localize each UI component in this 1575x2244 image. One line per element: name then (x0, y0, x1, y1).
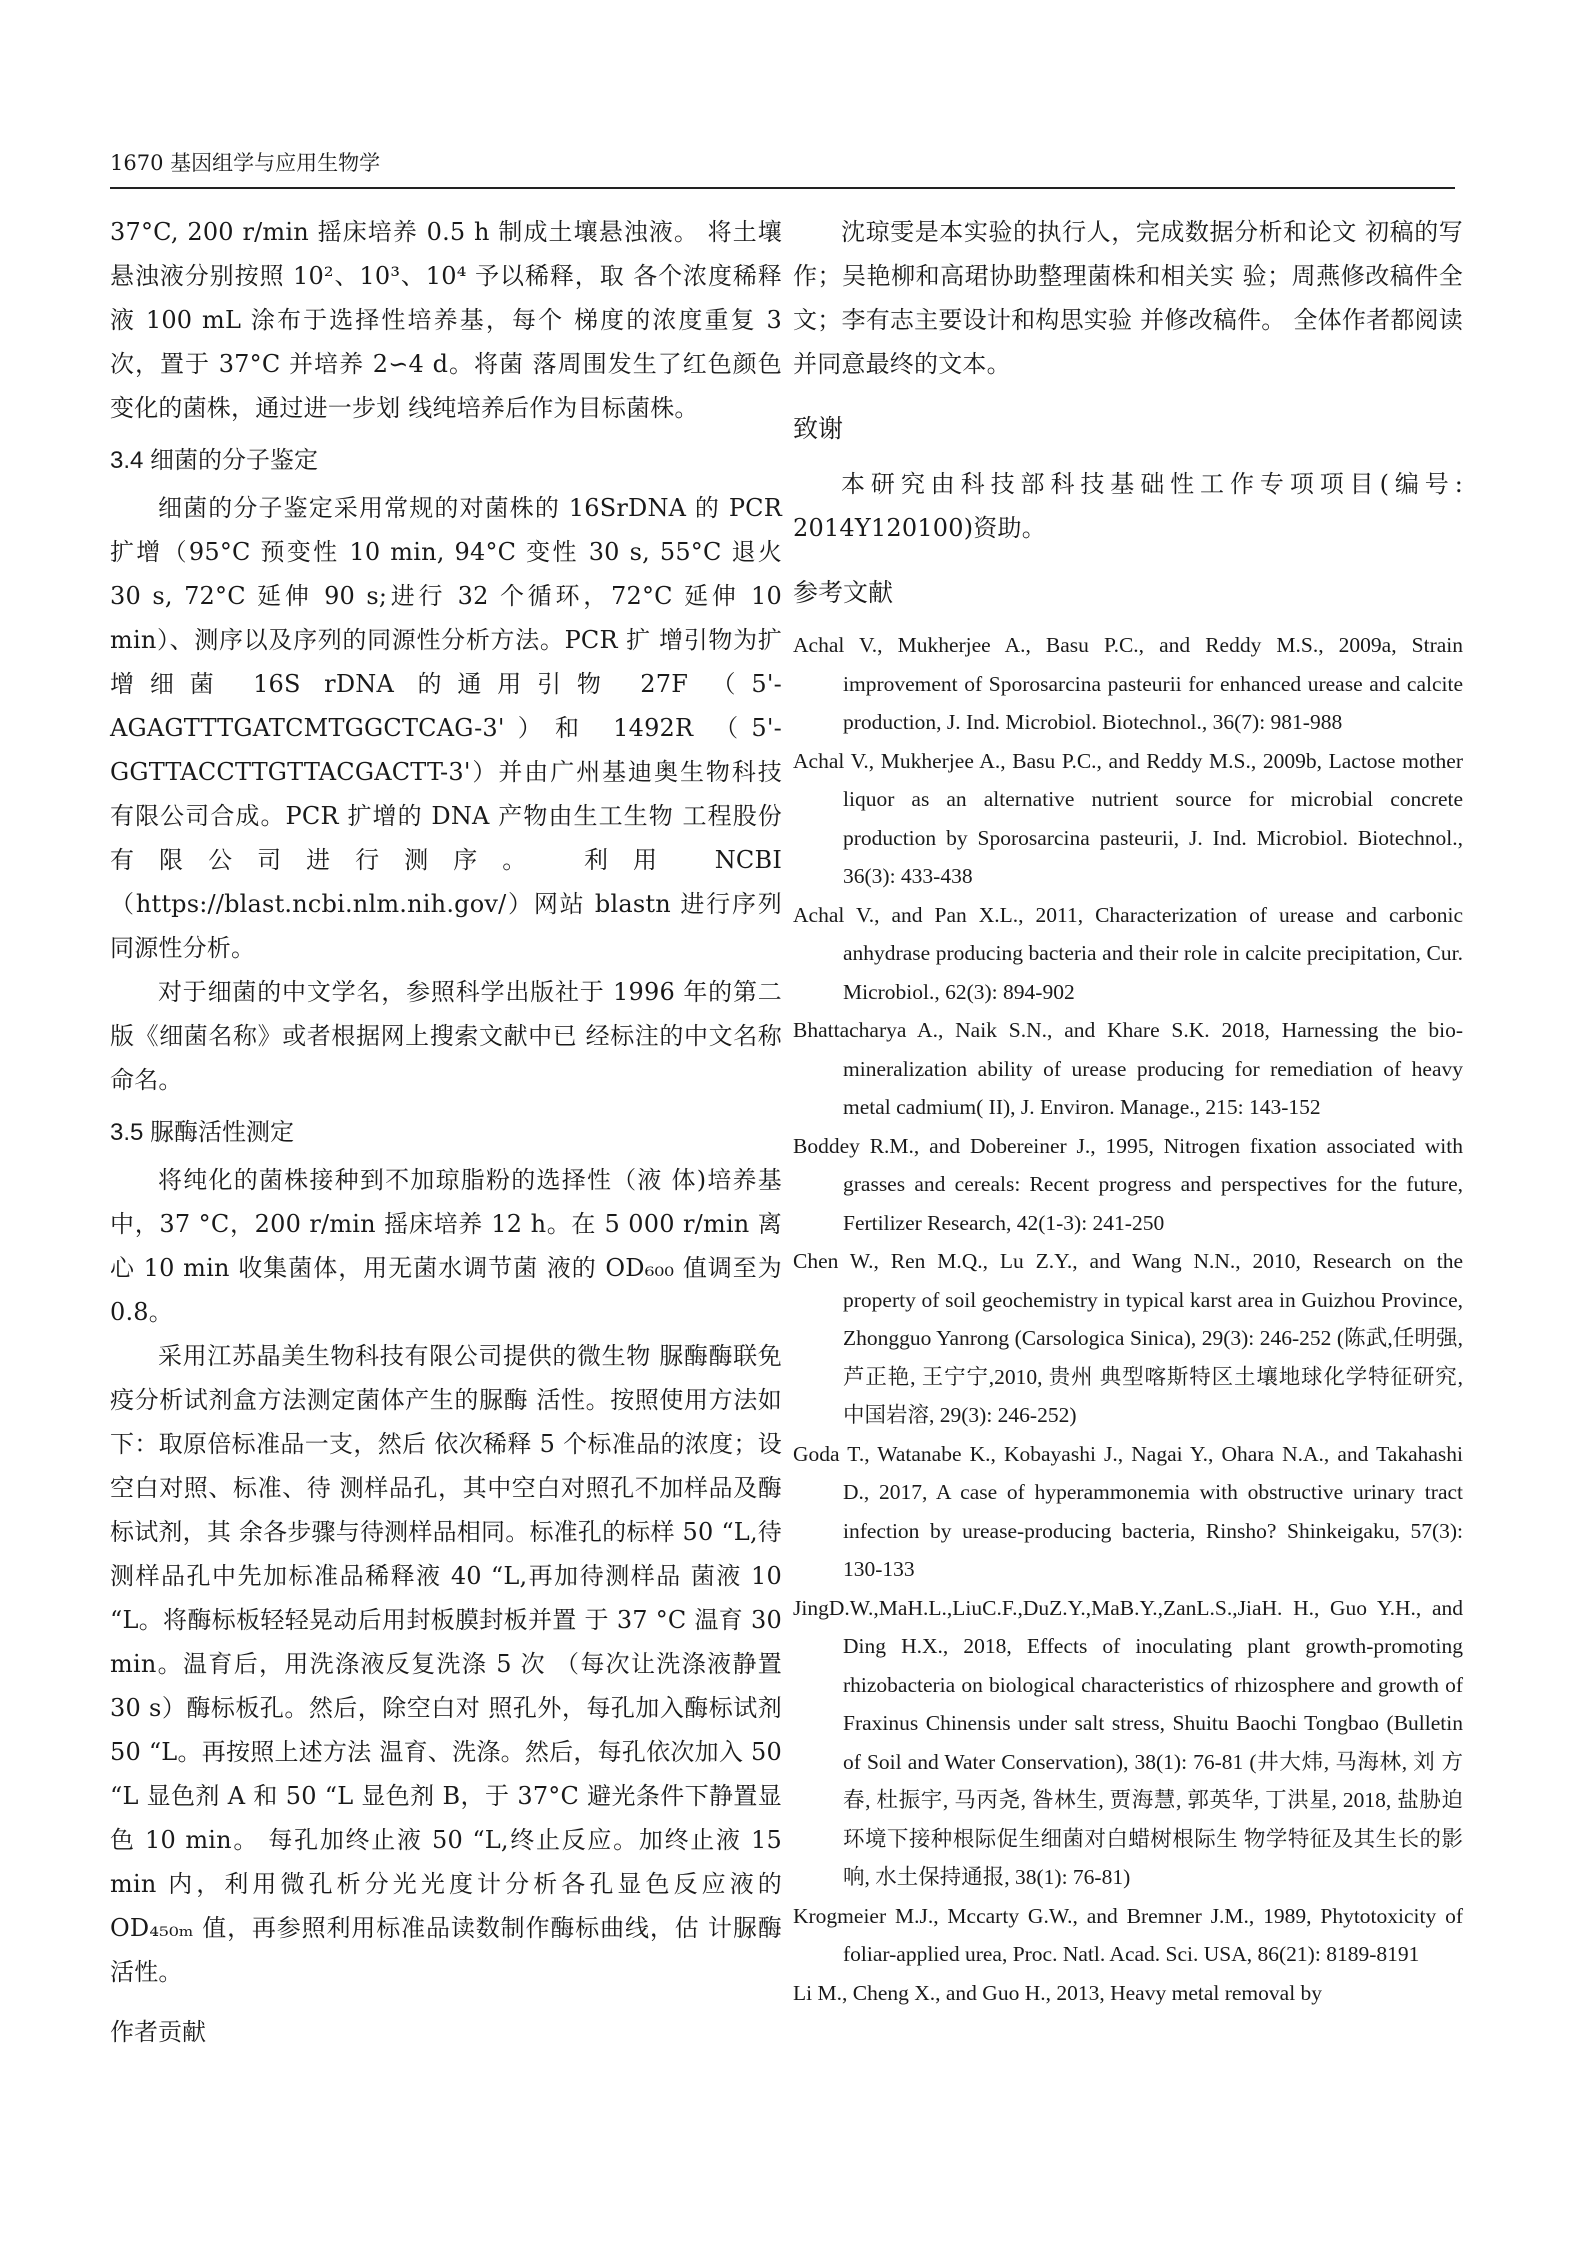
reference-item: Krogmeier M.J., Mccarty G.W., and Bremner J.M., 1989, Phytotoxicity of foliar-applied urea, Proc. Natl. Acad. Sci. USA, 86(21): 8189-8191 (793, 1903, 1463, 1966)
reference-item: Li M., Cheng X., and Guo H., 2013, Heavy metal removal by (793, 1980, 1323, 2005)
paragraph-culture: 将纯化的菌株接种到不加琼脂粉的选择性（液 体)培养基中，37 °C，200 r/min 摇床培养 12 h。在 5 000 r/min 离心 10 min 收集菌体，用无菌水调节菌 液的 OD₆₀₀ 值调至为 0.8。 (110, 1166, 782, 1326)
section-heading-3-4: 3.4 细菌的分子鉴定 (110, 447, 319, 474)
paragraph-elisa-method: 采用江苏晶美生物科技有限公司提供的微生物 脲酶酶联免疫分析试剂盒方法测定菌体产生的脲酶 活性。按照使用方法如下：取原倍标准品一支，然后 依次稀释 5 个标准品的浓度；设空白对照、标准、待 测样品孔，其中空白对照孔不加样品及酶标试剂，其 余各步骤与待测样品相同。标准孔的标样 50 “L,待 测样品孔中先加标准品稀释液 40 “L,再加待测样品 菌液 10 “L。将酶标板轻轻晃动后用封板膜封板并置 于 37 °C 温育 30 min。温育后，用洗涤液反复洗涤 5 次 （每次让洗涤液静置 30 s）酶标板孔。然后，除空白对 照孔外，每孔加入酶标试剂 50 “L。再按照上述方法 温育、洗涤。然后，每孔依次加入 50 “L 显色剂 A 和 50 “L 显色剂 B，于 37°C 避光条件下静置显色 10 min。 每孔加终止液 50 “L,终止反应。加终止液 15 min 内，利用微孔析分光光度计分析各孔显色反应液的 OD₄₅₀ₘ 值，再参照利用标准品读数制作酶标曲线，估 计脲酶活性。 (110, 1342, 782, 1986)
paragraph-soil-suspension: 37°C, 200 r/min 摇床培养 0.5 h 制成土壤悬浊液。 将土壤悬浊液分别按照 10²、10³、10⁴ 予以稀释，取 各个浓度稀释液 100 mL 涂布于选择性培养基，每个 梯度的浓度重复 3 次，置于 37°C 并培养 2∽4 d。将菌 落周围发生了红色颜色变化的菌株，通过进一步划 线纯培养后作为目标菌株。 (110, 218, 782, 422)
header-rule (110, 187, 1455, 189)
paragraph-molecular-identification: 细菌的分子鉴定采用常规的对菌株的 16SrDNA 的 PCR 扩增（95°C 预变性 10 min, 94°C 变性 30 s, 55°C 退火 30 s, 72°C 延伸 90 s;进行 32 个循环，72°C 延伸 10 min）、测序以及序列的同源性分析方法。PCR 扩 增引物为扩增细菌 16S rDNA 的通用引物 27F （5'-AGAGTTTGATCMTGGCTCAG-3'）和 1492R （5'-GGTTACCTTGTTACGACTT-3'）并由广州基迪奥生物科技有限公司合成。PCR 扩增的 DNA 产物由生工生物 工程股份有限公司进行测序。 利用 NCBI （https://blast.ncbi.nlm.nih.gov/）网站 blastn 进行序列同源性分析。 (110, 494, 782, 962)
reference-item: Boddey R.M., and Dobereiner J., 1995, Nitrogen fixation associated with grasses and cereals: Recent progress and perspectives for the future, Fertilizer Research, 42(1-3): 241-250 (793, 1133, 1463, 1235)
reference-item: Achal V., Mukherjee A., Basu P.C., and Reddy M.S., 2009a, Strain improvement of Sporosarcina pasteurii for enhanced urease and calcite production, J. Ind. Microbiol. Biotechnol., 36(7): 981-988 (793, 633, 1463, 734)
reference-item: Chen W., Ren M.Q., Lu Z.Y., and Wang N.N., 2010, Research on the property of soil geochemistry in typical karst area in Guizhou Province, Zhongguo Yanrong (Carsologica Sinica), 29(3): 246-252 (陈武,任明强, 芦正艳, 王宁宁,2010, 贵州 典型喀斯特区土壤地球化学特征研究, 中国岩溶, 29(3): 246-252) (793, 1249, 1463, 1427)
paragraph-chinese-names: 对于细菌的中文学名，参照科学出版社于 1996 年的第二版《细菌名称》或者根据网上搜索文献中已 经标注的中文名称命名。 (110, 978, 782, 1094)
running-header: 1670 基因组学与应用生物学 (110, 151, 381, 175)
right-column (793, 210, 1463, 2012)
reference-item: Bhattacharya A., Naik S.N., and Khare S.K. 2018, Harnessing the bio-mineralization ability of urease producing for remediation of heavy metal cadmium( II), J. Environ. Manage., 215: 143-152 (793, 1018, 1463, 1119)
author-contribution-text: 沈琼雯是本实验的执行人，完成数据分析和论文 初稿的写作；吴艳柳和高珺协助整理菌株和相关实 验；周燕修改稿件全文；李有志主要设计和构思实验 并修改稿件。 全体作者都阅读并同意最终的文本。 (793, 218, 1463, 378)
acknowledgement-text: 本研究由科技部科技基础性工作专项项目(编号: 2014Y120100)资助。 (793, 470, 1463, 542)
reference-list (793, 626, 1463, 2012)
left-column (110, 210, 782, 2058)
reference-item: Goda T., Watanabe K., Kobayashi J., Nagai Y., Ohara N.A., and Takahashi D., 2017, A case of hyperammonemia with obstructive urinary tract infection by urease-producing bacteria, Rinsho? Shinkeigaku, 57(3): 130-133 (793, 1441, 1463, 1581)
references-heading: 参考文献 (793, 578, 894, 607)
author-contribution-heading: 作者贡献 (110, 2019, 206, 2046)
reference-item: JingD.W.,MaH.L.,LiuC.F.,DuZ.Y.,MaB.Y.,ZanL.S.,JiaH. H., Guo Y.H., and Ding H.X., 2018, Effects of inoculating plant growth-promoting rhizobacteria on biological characteristics of rhizosphere and growth of Fraxinus Chinensis under salt stress, Shuitu Baochi Tongbao (Bulletin of Soil and Water Conservation), 38(1): 76-81 (井大炜, 马海林, 刘 方春, 杜振宇, 马丙尧, 昝林生, 贾海慧, 郭英华, 丁洪星, 2018, 盐胁迫环境下接种根际促生细菌对白蜡树根际生 物学特征及其生长的影响, 水土保持通报, 38(1): 76-81) (793, 1595, 1463, 1889)
reference-item: Achal V., Mukherjee A., Basu P.C., and Reddy M.S., 2009b, Lactose mother liquor as an alternative nutrient source for microbial concrete production by Sporosarcina pasteurii, J. Ind. Microbiol. Biotechnol., 36(3): 433-438 (793, 748, 1463, 888)
reference-item: Achal V., and Pan X.L., 2011, Characterization of urease and carbonic anhydrase producing bacteria and their role in calcite precipitation, Cur. Microbiol., 62(3): 894-902 (793, 902, 1463, 1004)
acknowledgement-heading: 致谢 (793, 414, 844, 443)
section-heading-3-5: 3.5 脲酶活性测定 (110, 1119, 295, 1146)
